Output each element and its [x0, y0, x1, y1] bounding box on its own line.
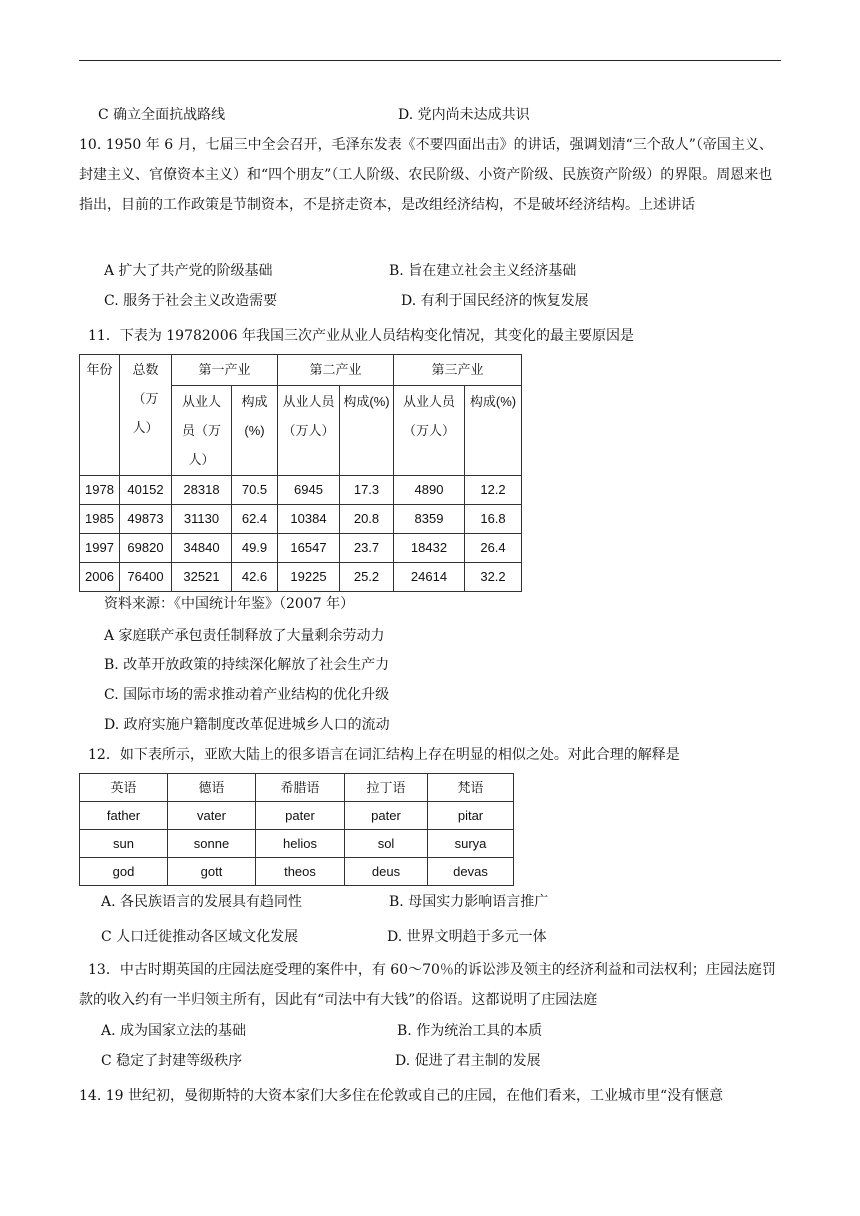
header-primary-percent: 构成(%) [232, 386, 278, 476]
cell: 32.2 [465, 563, 522, 592]
cell: sonne [168, 830, 256, 858]
q12-stem: 12．如下表所示，亚欧大陆上的很多语言在词汇结构上存在明显的相似之处。对此合理的解释是 [88, 747, 680, 763]
cell: 40152 [120, 476, 172, 505]
cell: 32521 [172, 563, 232, 592]
cell: pater [345, 802, 428, 830]
cell: 6945 [278, 476, 340, 505]
cell: 26.4 [465, 534, 522, 563]
cell: god [80, 858, 168, 886]
table-header-row [80, 774, 514, 802]
table-row [80, 802, 514, 830]
header-secondary-percent: 构成(%) [340, 386, 394, 476]
q11-option-b[interactable]: B. 改革开放政策的持续深化解放了社会生产力 [104, 657, 390, 673]
q11-stem: 11．下表为 19782006 年我国三次产业从业人员结构变化情况，其变化的最主要原因是 [88, 328, 634, 344]
cell: 4890 [394, 476, 465, 505]
q12-option-d[interactable]: D. 世界文明趋于多元一体 [387, 929, 547, 945]
q14-stem: 14. 19 世纪初，曼彻斯特的大资本家们大多住在伦敦或自己的庄园，在他们看来，工业城市里“没有惬意 [79, 1088, 724, 1104]
cell: 10384 [278, 505, 340, 534]
q11-option-d[interactable]: D. 政府实施户籍制度改革促进城乡人口的流动 [104, 717, 390, 733]
cell: 17.3 [340, 476, 394, 505]
table-row [80, 858, 514, 886]
cell: 49873 [120, 505, 172, 534]
q12-option-c[interactable]: C 人口迁徙推动各区域文化发展 [101, 929, 299, 945]
q12-option-a[interactable]: A. 各民族语言的发展具有趋同性 [101, 894, 303, 910]
cell: 16547 [278, 534, 340, 563]
header-english: 英语 [80, 774, 168, 802]
q13-option-d[interactable]: D. 促进了君主制的发展 [395, 1053, 541, 1069]
q10-option-a[interactable]: A 扩大了共产党的阶级基础 [104, 263, 273, 279]
cell: sol [345, 830, 428, 858]
header-primary: 第一产业 [172, 355, 278, 386]
cell: 1978 [80, 476, 120, 505]
q11-option-a[interactable]: A 家庭联产承包责任制释放了大量剩余劳动力 [104, 628, 385, 644]
cell: 19225 [278, 563, 340, 592]
q12-option-b[interactable]: B. 母国实力影响语言推广 [389, 894, 549, 910]
table-row [80, 563, 522, 592]
cell: 2006 [80, 563, 120, 592]
q13-option-c[interactable]: C 稳定了封建等级秩序 [101, 1053, 243, 1069]
q10-stem: 10. 1950 年 6 月，七届三中全会召开，毛泽东发表《不要四面出击》的讲话，强调划清“三个敌人”（帝国主义、封建主义、官僚资本主义）和“四个朋友”（工人阶级、农民阶级、小资产阶级、民族资产阶级）的界限。周恩来也指出，目前的工作政策是节制资本，不是挤走资本，是改组经济结构，不是破坏经济结构。上述讲话 [79, 137, 773, 213]
q13-option-a[interactable]: A. 成为国家立法的基础 [101, 1023, 247, 1039]
q11-source: 资料来源：《中国统计年鉴》（2007 年） [104, 596, 355, 612]
header-greek: 希腊语 [256, 774, 345, 802]
q10-option-c[interactable]: C. 服务于社会主义改造需要 [104, 293, 278, 309]
cell: 20.8 [340, 505, 394, 534]
header-year: 年份 [80, 355, 120, 476]
q10-option-b[interactable]: B. 旨在建立社会主义经济基础 [389, 263, 577, 279]
header-total: 总数（万人） [120, 355, 172, 476]
cell: vater [168, 802, 256, 830]
header-tertiary: 第三产业 [394, 355, 522, 386]
cell: deus [345, 858, 428, 886]
cell: 31130 [172, 505, 232, 534]
header-rule [79, 60, 781, 61]
table-row [80, 505, 522, 534]
q11-option-c[interactable]: C. 国际市场的需求推动着产业结构的优化升级 [104, 687, 390, 703]
cell: 24614 [394, 563, 465, 592]
cell: 1997 [80, 534, 120, 563]
cell: theos [256, 858, 345, 886]
table-row [80, 534, 522, 563]
cell: 62.4 [232, 505, 278, 534]
cell: 8359 [394, 505, 465, 534]
cell: surya [428, 830, 514, 858]
q9-option-c[interactable]: C 确立全面抗战路线 [98, 107, 226, 123]
cell: 12.2 [465, 476, 522, 505]
cell: pitar [428, 802, 514, 830]
header-tertiary-employees: 从业人员（万人） [394, 386, 465, 476]
cell: pater [256, 802, 345, 830]
cell: 49.9 [232, 534, 278, 563]
cell: 25.2 [340, 563, 394, 592]
header-primary-employees: 从业人员（万人） [172, 386, 232, 476]
header-tertiary-percent: 构成(%) [465, 386, 522, 476]
cell: father [80, 802, 168, 830]
header-secondary-employees: 从业人员（万人） [278, 386, 340, 476]
header-secondary: 第二产业 [278, 355, 394, 386]
cell: 34840 [172, 534, 232, 563]
table-row [80, 476, 522, 505]
cell: helios [256, 830, 345, 858]
cell: sun [80, 830, 168, 858]
cell: 23.7 [340, 534, 394, 563]
q9-option-d[interactable]: D. 党内尚未达成共识 [398, 107, 530, 123]
header-german: 德语 [168, 774, 256, 802]
cell: 1985 [80, 505, 120, 534]
q13-stem: 13．中古时期英国的庄园法庭受理的案件中，有 60～70％的诉讼涉及领主的经济利益和司法权利；庄园法庭罚款的收入约有一半归领主所有，因此有“司法中有大钱”的俗语。这都说明了庄园法庭 [79, 962, 776, 1008]
q12-language-table [79, 773, 514, 886]
cell: 18432 [394, 534, 465, 563]
q13-option-b[interactable]: B. 作为统治工具的本质 [397, 1023, 543, 1039]
cell: 76400 [120, 563, 172, 592]
cell: gott [168, 858, 256, 886]
cell: 69820 [120, 534, 172, 563]
cell: 16.8 [465, 505, 522, 534]
cell: 70.5 [232, 476, 278, 505]
header-sanskrit: 梵语 [428, 774, 514, 802]
cell: 28318 [172, 476, 232, 505]
table-row [80, 830, 514, 858]
cell: 42.6 [232, 563, 278, 592]
cell: devas [428, 858, 514, 886]
q10-option-d[interactable]: D. 有利于国民经济的恢复发展 [401, 293, 589, 309]
header-latin: 拉丁语 [345, 774, 428, 802]
q11-employment-table [79, 354, 522, 592]
